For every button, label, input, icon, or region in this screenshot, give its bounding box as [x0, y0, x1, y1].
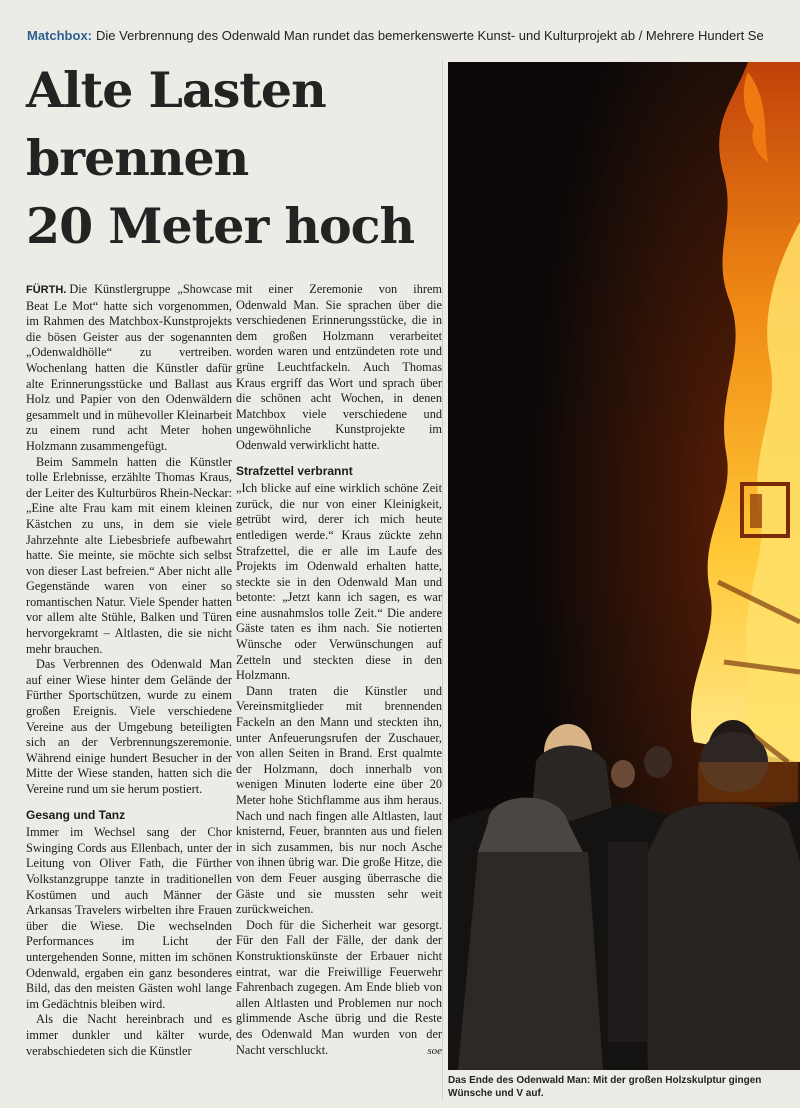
article-paragraph: Dann traten die Künstler und Vereinsmitglieder mit brennenden Fackeln an den Mann und steckten ihn, unter Anfeuerungsrufen der Zuschauer, von allen Seiten in Brand. Erst qualmte der Holzmann, doch innerhalb von wenigen Minuten loderte eine über 20 Meter hohe Stichflamme aus ihm heraus. Nach und nach fingen alle Altlasten, laut knisternd, Feuer, brannten aus und fielen in sich zusammen, bis nur noch Asche von ihnen übrig war. Die große Hitze, die von dem Feuer ausging überrasche die Gäste und sie mussten sehr weit zurückweichen. — [236, 683, 442, 917]
photo-caption: Das Ende des Odenwald Man: Mit der großen Holzskulptur gingen Wünsche und V auf. — [448, 1075, 762, 1099]
article-paragraph: Immer im Wechsel sang der Chor Swinging Cords aus Ellenbach, unter der Leitung von Oliver Fath, die Fürther Volkstanzgruppe tanzte in traditionellen Kostümen und auch Männer der Arkansas Travelers wirbelten ihre Frauen über die Wiese. Die wechselnden Performances im Licht der untergehenden Sonne, mitten im schönen Odenwald, ergaben ein ganz besonderes Bild, das den meisten Gästen wohl lange im Gedächtnis bleiben wird. — [26, 825, 232, 1011]
kicker-line — [27, 26, 800, 46]
subheading-strafzettel-verbrannt: Strafzettel verbrannt — [236, 463, 353, 478]
article-paragraph: mit einer Zeremonie von ihrem Odenwald Man. Sie sprachen über die verschiedenen Erinnerungsstücke, die in dem großen Holzmann verarbeitet worden waren und entzündeten rote und grüne Leuchtfackeln. Auch Thomas Kraus ergriff das Wort und sprach über die schönen acht Wochen, in denen Matchbox viele verschiedene und ungewöhnliche Kunstprojekte im Odenwald verwirklicht hatte. — [236, 282, 442, 452]
article-paragraph: Als die Nacht hereinbrach und es immer dunkler und kälter wurde, verabschiedeten sich die Künstler — [26, 1012, 232, 1058]
article-paragraph: Doch für die Sicherheit war gesorgt. Für den Fall der Fälle, der dank der Konstruktionskünste der Erbauer nicht eintrat, war die Freiwillige Feuerwehr Fahrenbach zugegen. Am Ende blieb von allen Altlasten und Problemen nur noch glimmende Asche übrig und die Reste des Odenwald Man wurden von der Nacht verschluckt. soe — [236, 918, 442, 1058]
article-paragraph: FÜRTH. Die Künstlergruppe „Showcase Beat Le Mot“ hatte sich vorgenommen, im Rahmen des Matchbox-Kunstprojekts die bösen Geister aus der sogenannten „Odenwaldhölle“ zu vertreiben. Wochenlang hatten die Künstler dafür alte Erinnerungsstücke und Ballast aus Holz und Papier von den Odenwäldern gesammelt und in mühevoller Kleinarbeit zu einem rund acht Meter hohen Holzmann zusammengefügt. — [26, 282, 232, 453]
dateline: FÜRTH. — [26, 284, 67, 296]
flame-reflections — [698, 762, 798, 802]
article-column-1 — [26, 282, 232, 1108]
headline — [26, 56, 446, 260]
author-initials: soe — [427, 1044, 442, 1057]
subheading-gesang-und-tanz: Gesang und Tanz — [26, 807, 126, 822]
article-column-2 — [236, 282, 442, 1102]
column-divider — [442, 60, 443, 1100]
headline-line-1: Alte Lasten — [26, 61, 326, 119]
article-paragraph: Beim Sammeln hatten die Künstler tolle Erlebnisse, erzählte Thomas Kraus, der Leiter des Kulturbüros Rhein-Neckar: „Eine alte Frau kam mit einem kleinen Kästchen zu uns, in dem sie viele Jahrzehnte alte Liebesbriefe aufbewahrt hatte. Sie meinte, sie möchte sich selbst von dieser Last befreien.“ Aber nicht alle Gegenstände waren von einer so romantischen Natur. Viele Spender hatten vor allem alte Stühle, Balken und Türen hervorgekramt – Altlasten, die sie nicht mehr brauchen. — [26, 454, 232, 656]
bonfire-photo-illustration — [448, 62, 800, 1070]
article-paragraph: „Ich blicke auf eine wirklich schöne Zeit zurück, die nur von einer Kleinigkeit, getrübt wird, derer ich mich heute entledigen werde.“ Kraus zückte zehn Strafzettel, die er alle im Laufe des Projekts im Odenwald erhalten hatte, steckte sie in den Odenwald Man und betonte: „Jetzt kann ich sagen, es war eine ausnahmslos tolle Zeit.“ Die andere Gäste taten es ihm nach. Sie notierten Wünsche oder Verwünschungen auf Zetteln und steckten diese in den Holzmann. — [236, 481, 442, 683]
kicker-text: Die Verbrennung des Odenwald Man rundet das bemerkenswerte Kunst- und Kulturprojekt ab / Mehrere Hundert Se — [96, 28, 764, 43]
headline-line-2: brennen — [26, 129, 249, 187]
dark-coat-figure — [643, 803, 800, 1070]
article-paragraph: Das Verbrennen des Odenwald Man auf einer Wiese hinter dem Gelände der Fürther Sportschützen, wurde zu einem großen Ereignis. Viele verschiedene Vereine aus der Umgebung beteiligten sich an der Verbrennungszeremonie. Während einige hundert Besucher in der Mitte der Wiese standen, hatten sich die Vereine rund um sie herum postiert. — [26, 657, 232, 796]
kicker-label: Matchbox: — [27, 28, 92, 43]
headline-line-3: 20 Meter hoch — [26, 197, 415, 255]
bonfire-photo — [448, 62, 800, 1070]
